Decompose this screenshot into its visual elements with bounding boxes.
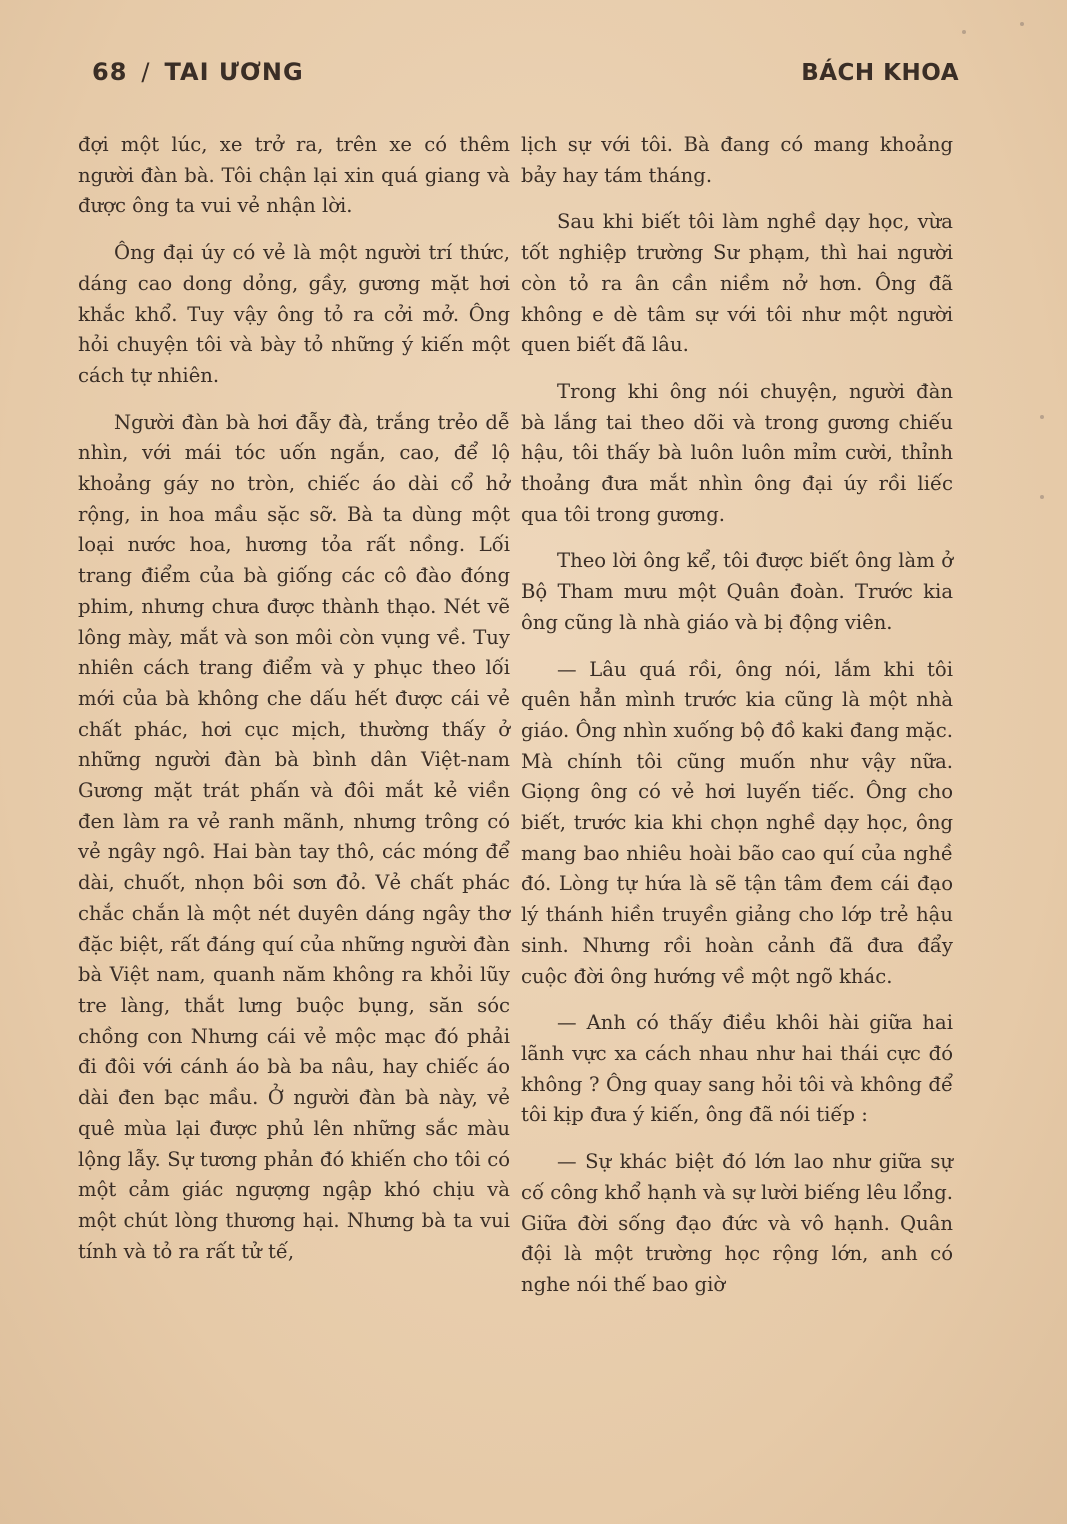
paper-speck (1040, 495, 1044, 499)
paragraph: — Sự khác biệt đó lớn lao như giữa sự cố công khổ hạnh và sự lười biếng lêu lổng. Giữa đời sống đạo đức và vô hạnh. Quân đội là một trường học rộng lớn, anh có nghe nói thế bao giờ (521, 1150, 953, 1296)
paragraph: — Lâu quá rồi, ông nói, lắm khi tôi quên hẳn mình trước kia cũng là một nhà giáo. Ông nhìn xuống bộ đồ kaki đang mặc. Mà chính tôi cũng muốn như vậy nữa. Giọng ông có vẻ hơi luyến tiếc. Ông cho biết, trước kia khi chọn nghề dạy học, ông mang bao nhiêu hoài bão cao quí của nghề đó. Lòng tự hứa là sẽ tận tâm đem cái đạo lý thánh hiền truyền giảng cho lớp trẻ hậu sinh. Nhưng rồi hoàn cảnh đã đưa đẩy cuộc đời ông hướng về một ngõ khác. (521, 657, 953, 988)
paragraph: đợi một lúc, xe trở ra, trên xe có thêm người đàn bà. Tôi chận lại xin quá giang và được ông ta vui vẻ nhận lời. (78, 133, 510, 218)
paper-speck (1020, 22, 1024, 26)
paragraph: Ông đại úy có vẻ là một người trí thức, dáng cao dong dỏng, gầy, gương mặt hơi khắc khổ. Tuy vậy ông tỏ ra cởi mở. Ông hỏi chuyện tôi và bày tỏ những ý kiến một cách tự nhiên. (78, 241, 510, 387)
paragraph: Người đàn bà hơi đẫy đà, trắng trẻo dễ nhìn, với mái tóc uốn ngắn, cao, để lộ khoảng gáy no tròn, chiếc áo dài cổ hở rộng, in hoa mầu sặc sỡ. Bà ta dùng một loại nước hoa, hương tỏa rất nồng. Lối trang điểm của bà giống các cô đào đóng phim, nhưng chưa được thành thạo. Nét vẽ lông mày, mắt và son môi còn vụng về. Tuy nhiên cách trang điểm và y phục theo lối mới của bà không che dấu hết được cái vẻ chất phác, hơi cục mịch, thường thấy ở những người đàn bà bình dân Việt-nam Gương mặt trát phấn và đôi mắt kẻ viền đen làm ra vẻ ranh mãnh, nhưng trông có vẻ ngây ngô. Hai bàn tay thô, các móng để dài, chuốt, nhọn bôi sơn đỏ. Vẻ chất phác chắc chắn là một nét duyên dáng ngây thơ đặc biệt, rất đáng quí của những người đàn bà Việt nam, quanh năm không ra khỏi lũy tre làng, thắt lưng buộc bụng, săn sóc chồng con Nhưng cái vẻ mộc mạc đó phải đi đôi với cánh áo bà ba nâu, hay chiếc áo dài đen bạc mầu. Ở người đàn bà này, vẻ quê mùa lại được phủ lên những sắc màu lộng lẫy. Sự tương phản đó khiến cho tôi có một cảm giác ngượng ngập khó chịu và một chút lòng thương hại. Nhưng bà ta vui tính và tỏ ra rất tử tế, (78, 410, 510, 1263)
page-number: 68 (92, 58, 128, 86)
paragraph: Sau khi biết tôi làm nghề dạy học, vừa tốt nghiệp trường Sư phạm, thì hai người còn tỏ ra ân cần niềm nở hơn. Ông đã không e dè tâm sự với tôi như một người quen biết đã lâu. (521, 210, 953, 357)
running-head-left (92, 58, 304, 86)
page-header (92, 58, 959, 94)
magazine-title: BÁCH KHOA (801, 60, 959, 86)
paper-speck (1040, 415, 1044, 419)
paper-speck (962, 30, 966, 34)
header-separator: / (141, 58, 151, 86)
paragraph: Trong khi ông nói chuyện, người đàn bà lắng tai theo dõi và trong gương chiếu hậu, tôi thấy bà luôn luôn mỉm cười, thỉnh thoảng đưa mắt nhìn ông đại úy rồi liếc qua tôi trong gương. (521, 379, 953, 526)
paragraph: — Anh có thấy điều khôi hài giữa hai lãnh vực xa cách nhau như hai thái cực đó không ? Ông quay sang hỏi tôi và không để tôi kịp đưa ý kiến, ông đã nói tiếp : (521, 1011, 953, 1127)
right-text-column (521, 130, 953, 1317)
paragraph: Theo lời ông kể, tôi được biết ông làm ở Bộ Tham mưu một Quân đoàn. Trước kia ông cũng là nhà giáo và bị động viên. (521, 549, 953, 634)
section-title: TAI ƯƠNG (164, 58, 304, 86)
paragraph: lịch sự với tôi. Bà đang có mang khoảng bảy hay tám tháng. (521, 133, 953, 187)
left-text-column (78, 130, 510, 1283)
